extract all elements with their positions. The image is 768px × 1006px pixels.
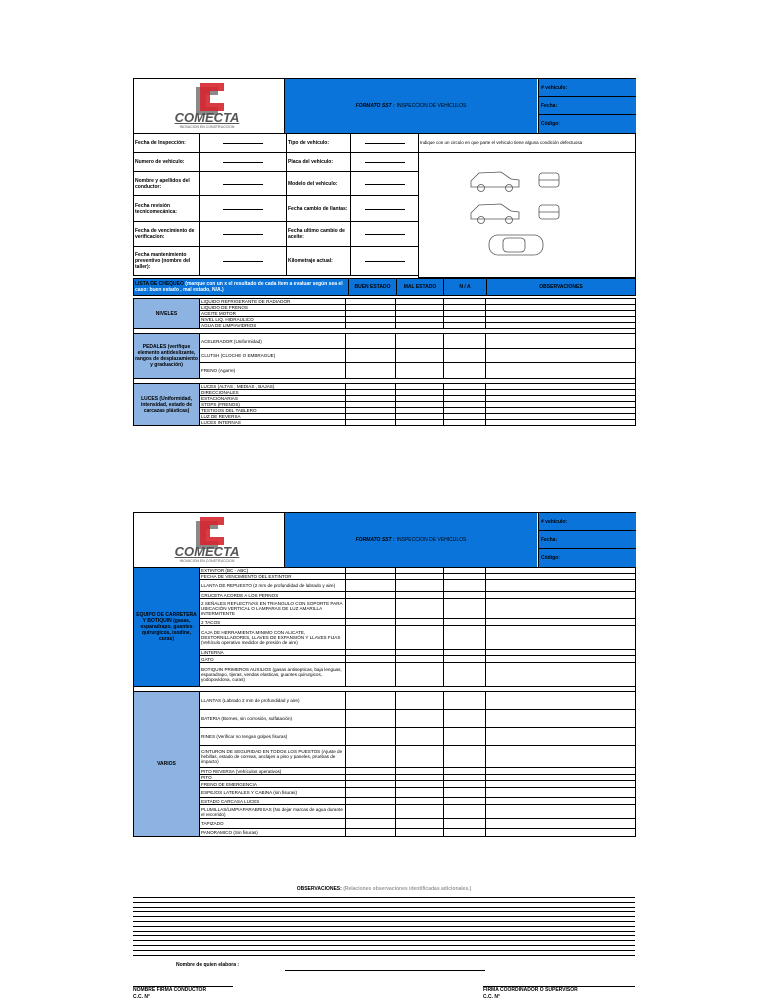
checklist-item: BATERIA (Bornes, sin corrosión, sulfatación)	[200, 710, 346, 728]
checklist-item: ACEITE MOTOR	[200, 311, 346, 317]
observation-line[interactable]	[133, 940, 635, 941]
na-cell[interactable]	[444, 626, 486, 650]
table-row	[134, 798, 636, 805]
bad-condition-cell[interactable]	[396, 663, 444, 687]
good-condition-cell[interactable]	[346, 829, 396, 837]
na-cell[interactable]	[444, 334, 486, 349]
good-condition-cell[interactable]	[346, 349, 396, 363]
table-row	[134, 819, 636, 829]
checklist-item: STOPS (FRENOS)	[200, 402, 346, 408]
checklist-item: DIRECCIONALES	[200, 390, 346, 396]
page1-header	[133, 78, 636, 134]
checklist-item: LIQUIDO DE FRENOS	[200, 305, 346, 311]
checklist-item: FRENO DE EMERGENCIA	[200, 781, 346, 788]
good-condition-cell[interactable]	[346, 420, 396, 426]
bad-condition-cell[interactable]	[396, 798, 444, 805]
checklist-item: LUZ DE REVERSA	[200, 414, 346, 420]
na-cell[interactable]	[444, 349, 486, 363]
checklist-item: GATO	[200, 656, 346, 663]
observation-line[interactable]	[133, 921, 635, 922]
bad-condition-cell[interactable]	[396, 746, 444, 768]
observation-line[interactable]	[133, 916, 635, 917]
observation-cell[interactable]	[486, 781, 636, 788]
table-row	[134, 710, 636, 728]
code-field[interactable]: Código:	[541, 121, 560, 127]
good-condition-cell[interactable]	[346, 819, 396, 829]
good-condition-cell[interactable]	[346, 768, 396, 775]
checklist-item: CRUCETA ACORDE A LOS PERNOS	[200, 592, 346, 599]
table-row	[134, 663, 636, 687]
driver-cc-label: C.C. N°	[133, 994, 150, 1000]
checklist-item: FECHA DE VENCIMIENTO DEL EXTINTOR	[200, 574, 346, 580]
table-row	[134, 768, 636, 775]
car-diagram-icon	[467, 161, 587, 261]
table-row	[134, 599, 636, 619]
good-condition-cell[interactable]	[346, 580, 396, 592]
checklist-header: LISTA DE CHEQUEO (marque con un x el resultado de cada item a evaluar según sea el caso: buen estado , mal estado, N/A.) BUEN ESTADO MAL ESTADO N / A OBSERVACIONES	[133, 278, 636, 296]
checklist-item: BOTIQUIN PRIMEROS AUXILIOS (gasas antisepticas, baja lenguas, esparadrapo, tijeras, vendas elasticas, guantes quirurgicos, yodopovidona, curas)	[200, 663, 346, 687]
observation-cell[interactable]	[486, 798, 636, 805]
na-cell[interactable]	[444, 592, 486, 599]
bad-condition-cell[interactable]	[396, 692, 444, 710]
observation-line[interactable]	[133, 902, 635, 903]
checklist-item: NIVEL LIQ. HIDRAULICO	[200, 317, 346, 323]
checklist-item: LUCES INTERNAS	[200, 420, 346, 426]
table-row	[134, 692, 636, 710]
observation-cell[interactable]	[486, 746, 636, 768]
table-row	[134, 805, 636, 819]
table-row	[134, 788, 636, 798]
bad-condition-cell[interactable]	[396, 710, 444, 728]
good-condition-cell[interactable]	[346, 599, 396, 619]
checklist-item: ESTACIONARIAS	[200, 396, 346, 402]
code-field[interactable]: Código:	[541, 555, 560, 561]
observation-cell[interactable]	[486, 728, 636, 746]
observation-cell[interactable]	[486, 829, 636, 837]
na-cell[interactable]	[444, 746, 486, 768]
na-cell[interactable]	[444, 420, 486, 426]
checklist-item: RINES (Verificar no tengan golpes fisuras)	[200, 728, 346, 746]
observation-cell[interactable]	[486, 663, 636, 687]
logo	[134, 79, 285, 133]
checklist-item: 2 SEÑALES REFLECTIVAS EN TRIANGULO CON SOPORTE PARA UBICACIÓN VERTICAL O LAMPARAS DE LUZ AMARILLA INTERMITENTE	[200, 599, 346, 619]
category-label: PEDALES (verifique elemento antideslizante, rangos de desplazamiento y graduación)	[134, 334, 200, 379]
good-condition-cell[interactable]	[346, 788, 396, 798]
observation-cell[interactable]	[486, 580, 636, 592]
checklist-item: LUCES (ALTAS , MEDIAS , BAJAS)	[200, 384, 346, 390]
checklist-item: 2 TACOS	[200, 619, 346, 626]
good-condition-cell[interactable]	[346, 781, 396, 788]
checklist-item: PLUMILLAS/LIMPIAPARABRISAS (No dejar marcas de agua durante el recorrido)	[200, 805, 346, 819]
good-condition-cell[interactable]	[346, 619, 396, 626]
na-cell[interactable]	[444, 788, 486, 798]
checklist-item: EXTINTOR (BC - ABC)	[200, 568, 346, 574]
observation-cell[interactable]	[486, 349, 636, 363]
good-condition-cell[interactable]	[346, 746, 396, 768]
table-row	[134, 626, 636, 650]
checklist-item: CAJA DE HERRAMIENTA MINIMO CON ALICATE, DESTORNILLADORES, LLAVES DE EXPANSIÓN Y LLAVES FIJAS (Vehículo operativo medidor de presión de aire)	[200, 626, 346, 650]
format-title: FORMATO SST : INSPECCION DE VEHICULOS	[285, 79, 537, 133]
checklist-item: CINTURON DE SEGURIDAD EN TODOS LOS PUESTOS (Ajuste de hebillas, estado de correas, anclajes a piso y paneles, pruebas de impacto)	[200, 746, 346, 768]
bad-condition-cell[interactable]	[396, 781, 444, 788]
good-condition-cell[interactable]	[346, 798, 396, 805]
driver-signature-label: NOMBRE FIRMA CONDUCTOR	[133, 987, 207, 993]
table-row	[134, 349, 636, 363]
observation-cell[interactable]	[486, 626, 636, 650]
table-row	[134, 580, 636, 592]
observation-line[interactable]	[133, 955, 635, 956]
observation-cell[interactable]	[486, 656, 636, 663]
observation-cell[interactable]	[486, 599, 636, 619]
observation-cell[interactable]	[486, 334, 636, 349]
checklist-item: FRENO (Agarre)	[200, 363, 346, 379]
table-row	[134, 619, 636, 626]
observation-cell[interactable]	[486, 619, 636, 626]
table-row	[134, 363, 636, 379]
brand-name: COMECTA	[174, 110, 240, 125]
na-cell[interactable]	[444, 692, 486, 710]
na-cell[interactable]	[444, 805, 486, 819]
bad-condition-cell[interactable]	[396, 829, 444, 837]
table-row	[134, 656, 636, 663]
observation-cell[interactable]	[486, 805, 636, 819]
na-cell[interactable]	[444, 781, 486, 788]
checklist-item: AGUA DE LIMPIAVIDRIOS	[200, 323, 346, 329]
table-row	[134, 829, 636, 837]
good-condition-cell[interactable]	[346, 663, 396, 687]
header-fields	[538, 79, 636, 133]
good-condition-cell[interactable]	[346, 363, 396, 379]
checklist-table-1	[133, 298, 636, 426]
na-cell[interactable]	[444, 663, 486, 687]
observation-cell[interactable]	[486, 420, 636, 426]
bad-condition-cell[interactable]	[396, 819, 444, 829]
na-cell[interactable]	[444, 819, 486, 829]
table-row	[134, 592, 636, 599]
checklist-item: LLANTAS (Labrado 2 mm de profundidad y aire)	[200, 692, 346, 710]
bad-condition-cell[interactable]	[396, 788, 444, 798]
date-field[interactable]: Fecha:	[539, 531, 636, 549]
checklist-item: LIQUIDO REFRIGERANTE DE RADIADOR	[200, 299, 346, 305]
observation-line[interactable]	[133, 897, 635, 898]
table-row	[134, 728, 636, 746]
category-label: NIVELES	[134, 299, 200, 329]
checklist-item: LLANTA DE REPUESTO (2 mm de profundidad de labrado y aire)	[200, 580, 346, 592]
bad-condition-cell[interactable]	[396, 599, 444, 619]
checklist-item: PITO	[200, 775, 346, 781]
category-label: VARIOS	[134, 692, 200, 837]
checklist-item: ESTADO CARCASA LUCES	[200, 798, 346, 805]
brand-name: COMECTA	[174, 544, 240, 559]
prepared-by-line[interactable]	[285, 970, 485, 971]
na-cell[interactable]	[444, 599, 486, 619]
observation-line[interactable]	[133, 907, 635, 908]
bad-condition-cell[interactable]	[396, 768, 444, 775]
bad-condition-cell[interactable]	[396, 420, 444, 426]
good-condition-cell[interactable]	[346, 805, 396, 819]
na-cell[interactable]	[444, 363, 486, 379]
good-condition-cell[interactable]	[346, 592, 396, 599]
table-row	[134, 781, 636, 788]
observation-cell[interactable]	[486, 692, 636, 710]
bad-condition-cell[interactable]	[396, 728, 444, 746]
good-condition-cell[interactable]	[346, 334, 396, 349]
good-condition-cell[interactable]	[346, 626, 396, 650]
observation-line[interactable]	[133, 911, 635, 912]
observation-cell[interactable]	[486, 710, 636, 728]
format-title: FORMATO SST : INSPECCION DE VEHICULOS	[285, 513, 537, 567]
bad-condition-cell[interactable]	[396, 805, 444, 819]
checklist-item: TESTIGOS DEL TABLERO	[200, 408, 346, 414]
diagram-note: Indique con un circulo en que parte el vehiculo tiene alguna condición defectuosa	[419, 134, 636, 153]
na-cell[interactable]	[444, 798, 486, 805]
checklist-item: ESPEJOS LATERALES Y CABINA (sin fisuras)	[200, 788, 346, 798]
observation-cell[interactable]	[486, 768, 636, 775]
bad-condition-cell[interactable]	[396, 619, 444, 626]
table-row	[134, 334, 636, 349]
date-field[interactable]: Fecha:	[539, 97, 636, 115]
na-cell[interactable]	[444, 656, 486, 663]
good-condition-cell[interactable]	[346, 692, 396, 710]
page2-header	[133, 512, 636, 568]
good-condition-cell[interactable]	[346, 656, 396, 663]
bad-condition-cell[interactable]	[396, 334, 444, 349]
category-label: LUCES (Uniformidad, intensidad, estado de carcazas plásticas)	[134, 384, 200, 426]
checklist-item: PITO REVERSA (Vehículos operativos)	[200, 768, 346, 775]
observation-line[interactable]	[133, 950, 635, 951]
table-row	[134, 420, 636, 426]
bad-condition-cell[interactable]	[396, 592, 444, 599]
observation-cell[interactable]	[486, 819, 636, 829]
vehicle-info-table: Fecha de Inspección: Tipo de vehículo: Indique con un circulo en que parte el vehiculo tiene alguna condición defectuosa Numero de vehiculo: Placa del vehículo: Nombre y apellidos del conductor: Modelo del vehiculo: Fecha revisión tecnicomecánica: Fecha cambio de llantas: Fecha de vencimiento de verificacion: Fecha ultimo cambio de aceite: Fecha mantenimiento preventivo (nombre del taller): Kilometraje actual:	[133, 133, 636, 278]
bad-condition-cell[interactable]	[396, 656, 444, 663]
category-label: EQUIPO DE CARRETERA Y BOTIQUIN (gasas, esparadrapo, guantes quirurgicos, isodine, curas)	[134, 568, 200, 687]
na-cell[interactable]	[444, 829, 486, 837]
checklist-item: ACELERADOR (Uniformidad)	[200, 334, 346, 349]
brand-tagline: INOVACION EN CONSTRUCCION	[179, 559, 235, 563]
na-cell[interactable]	[444, 619, 486, 626]
header-fields	[538, 513, 636, 567]
observation-line[interactable]	[133, 935, 635, 936]
supervisor-cc-label: C.C. N°	[483, 994, 500, 1000]
checklist-table-2	[133, 567, 636, 837]
bad-condition-cell[interactable]	[396, 363, 444, 379]
na-cell[interactable]	[444, 768, 486, 775]
good-condition-cell[interactable]	[346, 710, 396, 728]
prepared-by-label: Nombre de quien elabora :	[176, 962, 240, 968]
vehicle-number-field[interactable]: # vehículo:	[539, 79, 636, 97]
observation-line[interactable]	[133, 926, 635, 927]
na-cell[interactable]	[444, 728, 486, 746]
na-cell[interactable]	[444, 580, 486, 592]
vehicle-number-field[interactable]: # vehículo:	[539, 513, 636, 531]
observation-cell[interactable]	[486, 788, 636, 798]
bad-condition-cell[interactable]	[396, 626, 444, 650]
observation-line[interactable]	[133, 931, 635, 932]
bad-condition-cell[interactable]	[396, 349, 444, 363]
good-condition-cell[interactable]	[346, 728, 396, 746]
vehicle-diagram[interactable]	[419, 153, 636, 278]
table-row	[134, 746, 636, 768]
brand-tagline: INOVACION EN CONSTRUCCION	[179, 125, 235, 129]
observations-label: OBSERVACIONES: (Relaciones observaciones identificadas adicionales.)	[296, 886, 472, 892]
na-cell[interactable]	[444, 710, 486, 728]
observation-cell[interactable]	[486, 363, 636, 379]
bad-condition-cell[interactable]	[396, 580, 444, 592]
checklist-item: TAPIZADO	[200, 819, 346, 829]
checklist-item: CLUTSH (CLOCHE O EMBRAGUE)	[200, 349, 346, 363]
observation-line[interactable]	[133, 945, 635, 946]
observation-cell[interactable]	[486, 592, 636, 599]
logo	[134, 513, 285, 567]
supervisor-signature-label: FIRMA COORDINADOR O SUPERVISOR	[483, 987, 578, 993]
checklist-item: PANORAMICO (Sin fisuras)	[200, 829, 346, 837]
checklist-item: LINTERNA	[200, 650, 346, 656]
